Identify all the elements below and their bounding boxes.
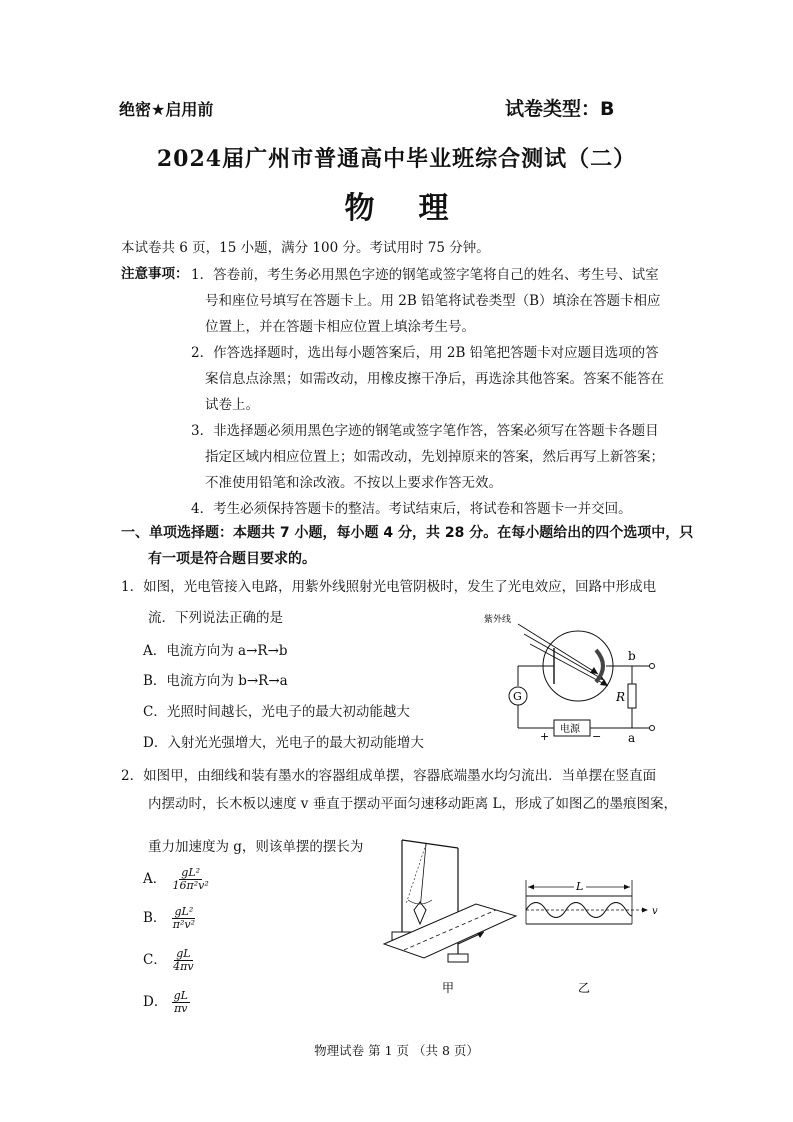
- note-line: 2．作答选择题时，选出每小题答案后，用 2B 铅笔把答题卡对应题目选项的答: [191, 345, 659, 361]
- velocity-label: v: [652, 906, 658, 917]
- q1-stem: 1．如图，光电管接入电路，用紫外线照射光电管阴极时，发生了光电效应，回路中形成电: [121, 579, 657, 595]
- q2-option-d: D． $\frac{gL}{\pi v}$: [143, 989, 188, 1015]
- section-heading: 一、单项选择题：本题共 7 小题，每小题 4 分，共 28 分。在每小题给出的四个选项中，只: [121, 525, 694, 541]
- q1-stem: 流．下列说法正确的是: [148, 610, 283, 626]
- page-footer: 物理试卷 第 1 页 （共 8 页）: [314, 1043, 479, 1058]
- subject-title: 物理: [344, 191, 493, 226]
- q1-option-b: B．电流方向为 b→R→a: [143, 673, 288, 689]
- note-line: 1．答卷前，考生务必用黑色字迹的钢笔或签字笔将自己的姓名、考生号、试室: [191, 267, 659, 283]
- photoelectric-circuit-figure: [478, 606, 678, 748]
- notes-label: 注意事项：: [121, 266, 189, 282]
- note-line: 案信息点涂黑；如需改动，用橡皮擦干净后，再选涂其他答案。答案不能答在: [205, 371, 664, 387]
- secret-label: 绝密★启用前: [119, 100, 214, 119]
- note-line: 位置上，并在答题卡相应位置上填涂考生号。: [205, 319, 475, 335]
- q1-option-a: A．电流方向为 a→R→b: [143, 643, 288, 659]
- note-line: 指定区域内相应位置上；如需改动，先划掉原来的答案，然后再写上新答案；: [205, 449, 664, 465]
- q1-option-c: C．光照时间越长，光电子的最大初动能越大: [143, 704, 410, 720]
- uv-label: 紫外线: [484, 615, 512, 625]
- q2-stem: 内摆动时，长木板以速度 v 垂直于摆动平面匀速移动距离 L，形成了如图乙的墨痕图案，: [148, 796, 677, 812]
- note-line: 试卷上。: [205, 397, 259, 413]
- source-minus: −: [592, 730, 602, 743]
- note-line: 不准使用铅笔和涂改液。不按以上要求作答无效。: [205, 475, 502, 491]
- resistor-label: R: [616, 690, 626, 704]
- note-line: 3．非选择题必须用黑色字迹的钢笔或签字笔作答，答案必须写在答题卡各题目: [191, 423, 659, 439]
- q2-stem: 2．如图甲，由细线和装有墨水的容器组成单摆，容器底端墨水均匀流出．当单摆在竖直面: [121, 768, 657, 784]
- pendulum-figure-jia: [380, 832, 520, 996]
- length-label: L: [576, 880, 584, 893]
- exam-title: 2024届广州市普通高中毕业班综合测试（二）: [156, 146, 637, 172]
- intro-line: 本试卷共 6 页，15 小题，满分 100 分。考试用时 75 分钟。: [121, 240, 490, 256]
- source-plus: +: [540, 730, 550, 743]
- paper-type: 试卷类型：B: [505, 98, 615, 120]
- note-line: 号和座位号填写在答题卡上。用 2B 铅笔将试卷类型（B）填涂在答题卡相应: [205, 293, 661, 309]
- q2-stem: 重力加速度为 g，则该单摆的摆长为: [148, 839, 364, 855]
- q1-option-d: D．入射光光强增大，光电子的最大初动能增大: [143, 735, 424, 751]
- q2-option-c: C． $\frac{gL}{4\pi v}$: [143, 947, 194, 973]
- q2-option-a: A． $\frac{\text{gL²}}{\text{16π²v²}}$: [143, 866, 209, 892]
- terminal-b: b: [628, 649, 636, 663]
- power-source-label: 电源: [560, 724, 580, 735]
- figure-yi-label: 乙: [578, 981, 591, 995]
- terminal-a: a: [628, 731, 636, 745]
- galvanometer-label: G: [513, 690, 522, 703]
- ink-trace-figure-yi: [520, 876, 660, 996]
- resistor-icon: [628, 684, 636, 708]
- q2-option-b: B． $\frac{\text{gL²}}{\text{π²v²}}$: [143, 905, 195, 931]
- section-heading-cont: 有一项是符合题目要求的。: [148, 551, 316, 567]
- note-line: 4．考生必须保持答题卡的整洁。考试结束后，将试卷和答题卡一并交回。: [191, 501, 632, 517]
- figure-jia-label: 甲: [442, 981, 455, 995]
